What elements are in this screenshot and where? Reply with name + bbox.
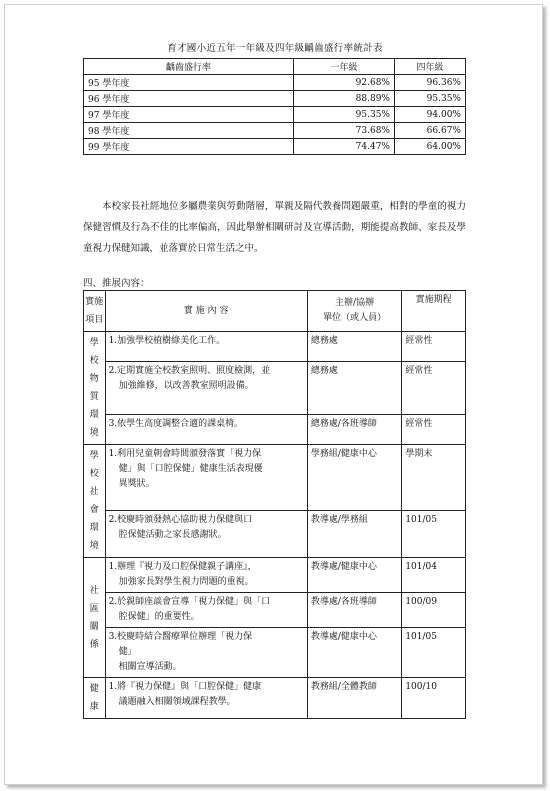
plan-category-cell	[84, 558, 106, 678]
plan-header-org-line: 主辦/協辦	[335, 298, 375, 308]
plan-item-line: 健」	[118, 647, 137, 657]
stats-year-cell: 98 學年度	[84, 123, 294, 139]
stats-grade1-cell: 95.35%	[294, 107, 395, 123]
plan-period-cell: 經常性	[402, 332, 466, 362]
stats-header-label: 齲齒盛行率	[84, 59, 294, 75]
plan-org-cell: 總務處/各班導師	[307, 414, 401, 444]
plan-row	[84, 593, 466, 628]
background-paragraph	[83, 196, 466, 259]
stats-header-row	[84, 59, 466, 75]
plan-item-cell	[105, 558, 307, 593]
plan-item-line: 2.於親師座談會宣導「視力保健」與「口	[108, 597, 271, 607]
table-title: 育才國小近五年一年級及四年級齲齒盛行率統計表	[167, 43, 383, 54]
plan-row	[84, 511, 466, 558]
plan-category-char: 境	[89, 428, 99, 438]
plan-item-line: 1.辦理『視力及口腔保健親子講座』，	[108, 562, 257, 572]
plan-item-line: 3.校慶時結合醫療單位辦理「視力保	[108, 632, 253, 642]
stats-row	[84, 139, 466, 155]
plan-item-line: 腔保健」的重要性。	[118, 612, 200, 622]
plan-item-line: 健」與「口腔保健」健康生活表現優	[118, 464, 263, 474]
plan-category-char: 質	[89, 392, 99, 402]
plan-item-line: 相關宣導活動。	[118, 662, 182, 672]
plan-item-line: 2.定期實施全校教室照明、照度檢測，並	[108, 366, 271, 377]
stats-year-cell: 96 學年度	[84, 91, 294, 107]
plan-category-char: 校	[89, 469, 99, 479]
plan-category-char: 境	[89, 541, 99, 551]
plan-org-cell: 教導處/學務組	[307, 511, 401, 558]
plan-category-char: 社	[89, 585, 99, 596]
plan-org-cell: 總務處	[307, 362, 401, 415]
plan-period-cell: 經常性	[402, 362, 466, 415]
plan-item-cell	[105, 445, 307, 511]
plan-row	[84, 414, 466, 444]
stats-grade1-cell: 92.68%	[294, 75, 395, 91]
plan-header-category-line: 項目	[85, 315, 104, 325]
plan-category-char: 係	[89, 639, 99, 650]
plan-period-cell: 101/04	[402, 558, 466, 593]
plan-item-cell	[105, 332, 307, 362]
plan-header-category-line: 實施	[85, 297, 104, 307]
plan-category-char: 校	[89, 356, 99, 366]
plan-org-cell: 教務組/全體教師	[307, 678, 401, 719]
plan-org-cell: 教導處/各班導師	[307, 593, 401, 628]
plan-period-cell: 100/10	[402, 678, 466, 719]
plan-item-line: 1.將『視力保健』與「口腔保健」健康	[108, 682, 262, 692]
plan-item-cell	[105, 678, 307, 719]
plan-category-cell	[84, 678, 106, 719]
stats-year-cell: 99 學年度	[84, 139, 294, 155]
stats-row	[84, 75, 466, 91]
plan-item-line: 3.依學生高度調整合適的課桌椅。	[108, 418, 244, 429]
plan-header-row	[84, 291, 466, 332]
plan-category-cell	[84, 445, 106, 558]
stats-row	[84, 91, 466, 107]
paragraph-text: 本校家長社經地位多屬農業與勞動階層，單親及隔代教養問題嚴重，相對的學童的視力保健習慣及行為不佳的比率偏高，因此舉辦相關研討及宣導活動，期能提高教師、家長及學童視力保健知識，並落實於日常生活之中。	[83, 201, 466, 254]
plan-item-line: 1.加強學校植樹綠美化工作。	[108, 336, 226, 346]
plan-header-org-line: 單位（或人員）	[323, 313, 387, 323]
plan-item-line: 腔保健活動之家長感謝狀。	[118, 530, 227, 541]
plan-org-cell: 總務處	[307, 332, 401, 362]
stats-grade4-cell: 95.35%	[395, 91, 466, 107]
plan-category-char: 健	[89, 684, 99, 694]
plan-category-char: 學	[89, 451, 99, 461]
plan-org-cell: 教導處/健康中心	[307, 628, 401, 678]
plan-period-cell: 101/05	[402, 511, 466, 558]
plan-header-category	[84, 291, 106, 332]
plan-item-cell	[105, 362, 307, 415]
plan-row	[84, 362, 466, 415]
plan-category-char: 環	[89, 523, 99, 533]
plan-row	[84, 628, 466, 678]
plan-header-item: 實 施 內 容	[105, 291, 307, 332]
plan-header-org	[307, 291, 401, 332]
stats-grade1-cell: 88.89%	[294, 91, 395, 107]
stats-grade4-cell: 66.67%	[395, 123, 466, 139]
plan-item-line: 1.利用兒童朝會時間頒發落實「視力保	[108, 449, 262, 459]
stats-row	[84, 107, 466, 123]
implementation-plan-table	[83, 290, 466, 719]
stats-grade4-cell: 96.36%	[395, 75, 466, 91]
plan-category-char: 物	[89, 374, 99, 384]
plan-header-period: 實施期程	[402, 291, 466, 332]
plan-period-cell: 101/05	[402, 628, 466, 678]
stats-header-grade4: 四年級	[395, 59, 466, 75]
plan-category-char: 會	[89, 505, 99, 515]
stats-grade4-cell: 64.00%	[395, 139, 466, 155]
plan-item-line: 加強家長對學生視力問題的重視。	[118, 577, 254, 587]
section-title: 四、推展內容：	[83, 278, 150, 289]
plan-row	[84, 678, 466, 719]
plan-item-line: 異獎狀。	[118, 479, 155, 489]
plan-org-cell: 教導處/健康中心	[307, 558, 401, 593]
plan-item-cell	[105, 628, 307, 678]
plan-item-line: 議題融入相關領域課程教學。	[118, 697, 236, 707]
plan-org-cell: 學務組/健康中心	[307, 445, 401, 511]
stats-grade1-cell: 74.47%	[294, 139, 395, 155]
plan-item-cell	[105, 414, 307, 444]
plan-period-cell: 經常性	[402, 414, 466, 444]
plan-category-cell	[84, 332, 106, 445]
plan-category-char: 康	[89, 702, 99, 712]
plan-category-char: 關	[89, 621, 99, 632]
stats-row	[84, 123, 466, 139]
plan-item-line: 2.校慶時頒發熱心協助視力保健與口	[108, 515, 253, 526]
stats-grade1-cell: 73.68%	[294, 123, 395, 139]
plan-row	[84, 332, 466, 362]
stats-grade4-cell: 94.00%	[395, 107, 466, 123]
stats-header-grade1: 一年級	[294, 59, 395, 75]
plan-period-cell: 學期末	[402, 445, 466, 511]
caries-rate-table	[83, 58, 466, 155]
plan-item-line: 加強維修，以改善教室照明設備。	[118, 381, 254, 392]
plan-row	[84, 558, 466, 593]
plan-period-cell: 100/09	[402, 593, 466, 628]
plan-category-char: 環	[89, 410, 99, 420]
plan-category-char: 學	[89, 338, 99, 348]
stats-year-cell: 95 學年度	[84, 75, 294, 91]
stats-year-cell: 97 學年度	[84, 107, 294, 123]
plan-item-cell	[105, 593, 307, 628]
plan-item-cell	[105, 511, 307, 558]
plan-category-char: 區	[89, 603, 99, 614]
plan-row	[84, 445, 466, 511]
plan-category-char: 社	[89, 487, 99, 497]
